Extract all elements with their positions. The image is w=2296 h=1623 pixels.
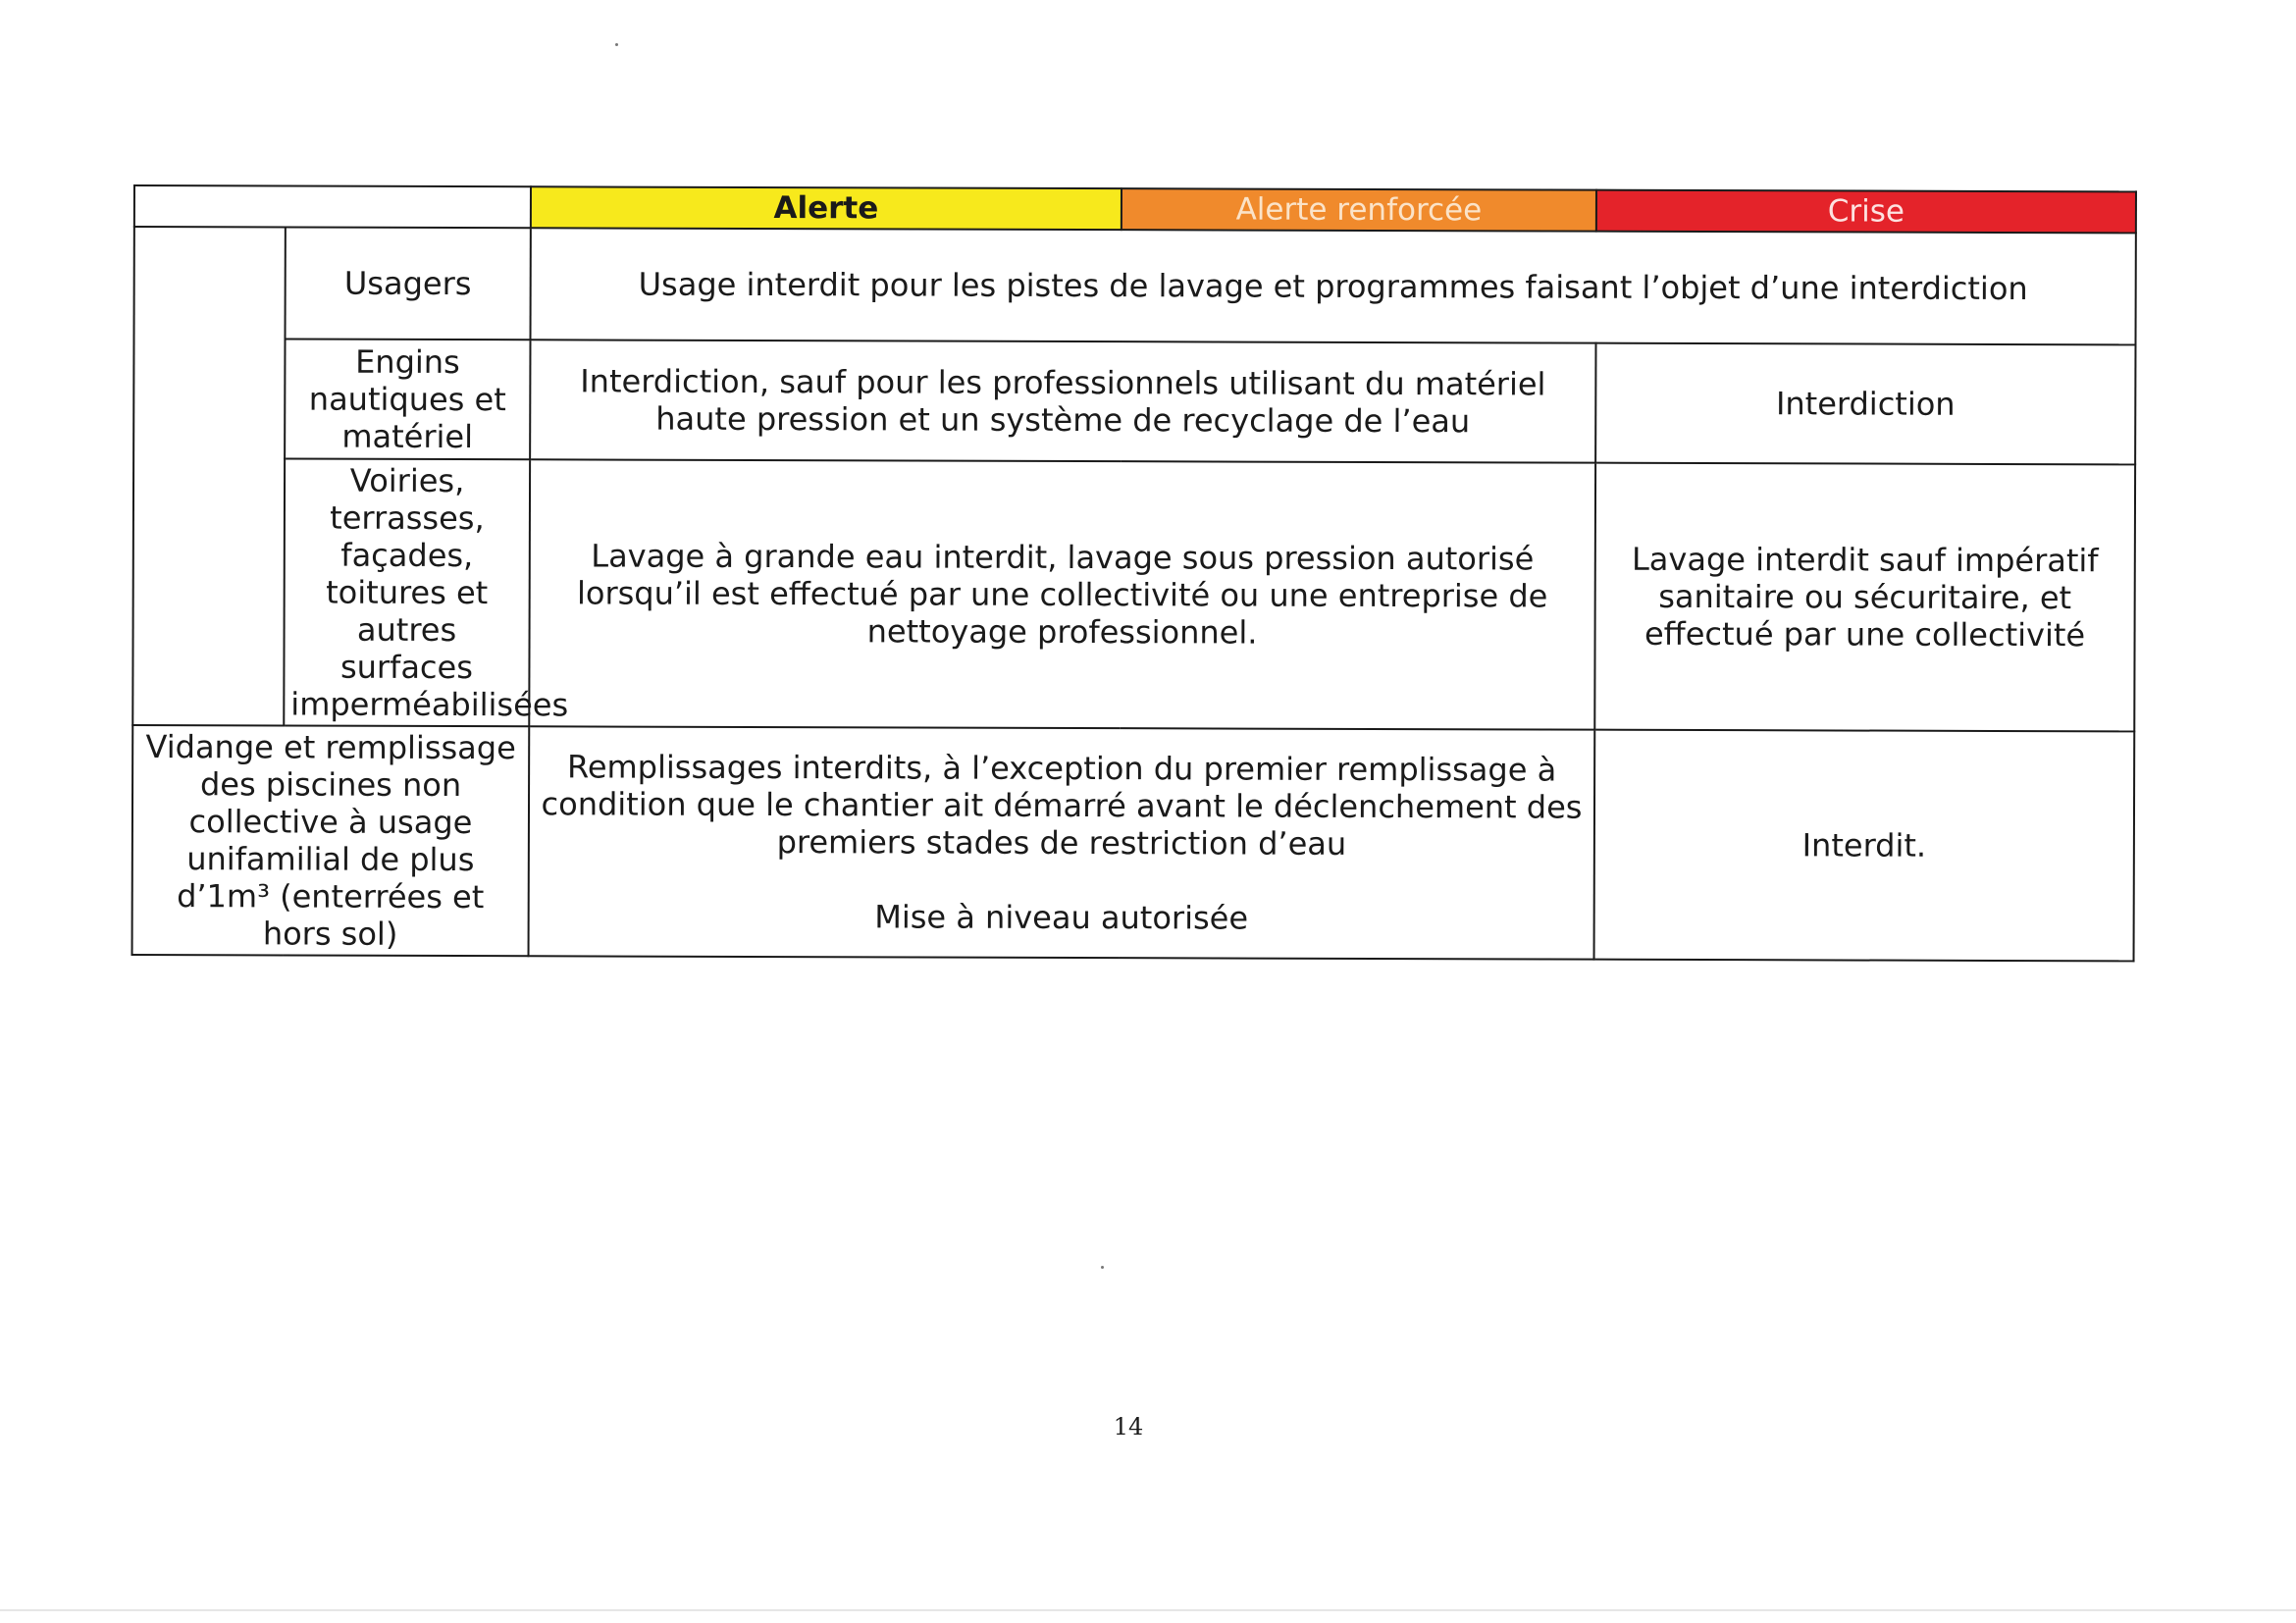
scan-edge-line (0, 1609, 2296, 1611)
row-label-voiries: Voiries, terrasses, façades, toitures et autres surfaces imperméabilisées (284, 458, 530, 726)
stage-alerte-renforcee-header: Alerte renforcée (1122, 188, 1596, 232)
piscines-remplissage-text: Remplissages interdits, à l’exception du premier remplissage à condition que le chantier ait démarré avant le déclenchement des premiers stades de restriction d’eau (541, 748, 1583, 863)
table-row-engins (133, 339, 2135, 464)
voiries-alerte-renforcee-cell: Lavage à grande eau interdit, lavage sous pression autorisé lorsqu’il est effectué par une collectivité ou une entreprise de nettoyage professionnel. (529, 459, 1595, 729)
engins-crise-cell: Interdiction (1595, 343, 2135, 465)
table-row-usagers (134, 227, 2136, 344)
scan-speck (615, 43, 618, 46)
voiries-crise-cell: Lavage interdit sauf impératif sanitaire ou sécuritaire, et effectué par une collectivité (1594, 463, 2135, 732)
row-label-engins: Engins nautiques et matériel (285, 339, 530, 459)
scan-speck (1101, 1266, 1104, 1269)
restrictions-table (131, 184, 2137, 962)
header-empty-cell (134, 185, 531, 228)
stage-crise-header: Crise (1596, 190, 2136, 234)
row-label-usagers: Usagers (286, 227, 531, 340)
row-label-piscines: Vidange et remplissage des piscines non collective à usage unifamilial de plus d’1m³ (enterrées et hors sol) (132, 725, 530, 956)
piscines-mise-a-niveau-text: Mise à niveau autorisée (874, 898, 1249, 937)
stage-alerte-header: Alerte (531, 186, 1122, 230)
table-row-voiries (132, 458, 2135, 731)
piscines-crise-cell: Interdit. (1594, 730, 2135, 962)
stage-header-row (134, 185, 2136, 233)
paragraph-gap (536, 860, 1588, 900)
page-number: 14 (1113, 1413, 1144, 1440)
piscines-alerte-renforcee-cell (529, 726, 1595, 959)
group-empty-cell (132, 227, 286, 725)
usagers-all-stages-cell: Usage interdit pour les pistes de lavage et programmes faisant l’objet d’une interdiction (531, 228, 2136, 344)
table-row-piscines (132, 725, 2135, 961)
engins-alerte-renforcee-cell: Interdiction, sauf pour les professionnels utilisant du matériel haute pression et un système de recyclage de l’eau (530, 340, 1595, 462)
